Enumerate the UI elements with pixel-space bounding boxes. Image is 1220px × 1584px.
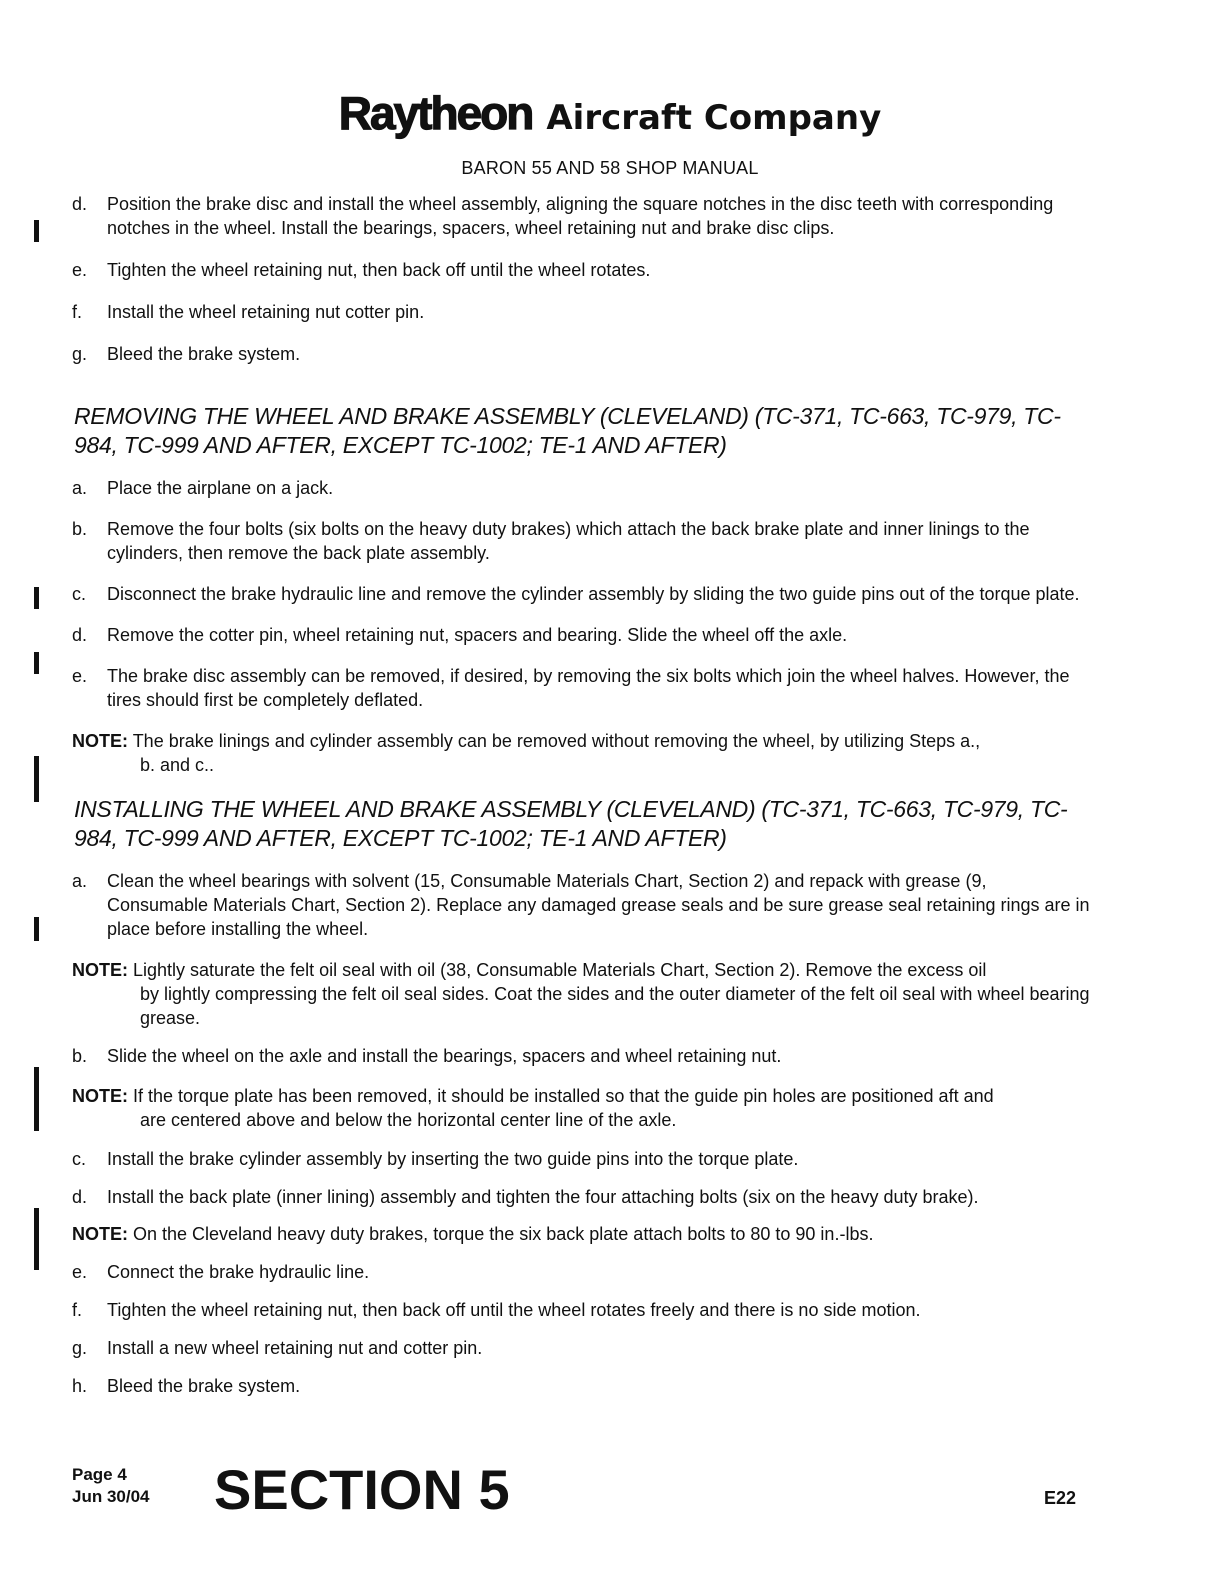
page-footer [0,1458,1220,1522]
note-block [0,1084,1090,1132]
step-item [0,1374,1090,1398]
step-item [0,300,1090,324]
logo-brand: Raytheon [338,87,533,139]
step-letter: d. [72,1187,88,1207]
note-continuation: b. and c.. [140,755,215,775]
step-text: Connect the brake hydraulic line. [107,1262,370,1282]
step-text: Remove the four bolts (six bolts on the heavy duty brakes) which attach the back brake plate and inner linings to the cylinders, then remove the back plate assembly. [107,519,1030,563]
note-block [0,729,1090,777]
note-continuation: are centered above and below the horizontal center line of the axle. [140,1110,677,1130]
step-text: Install a new wheel retaining nut and cotter pin. [107,1338,483,1358]
logo-company: Aircraft Company [546,98,882,138]
step-item [0,1044,1090,1068]
step-letter: a. [72,478,88,498]
step-letter: e. [72,1262,88,1282]
manual-content [0,192,1220,1398]
step-text: Install the back plate (inner lining) assembly and tighten the four attaching bolts (six on the heavy duty brake). [107,1187,979,1207]
document-code: E22 [1044,1488,1077,1508]
step-item [0,1185,1090,1209]
section-title: SECTION 5 [214,1458,510,1521]
step-letter: c. [72,1149,87,1169]
step-text: Disconnect the brake hydraulic line and remove the cylinder assembly by sliding the two guide pins out of the torque plate. [107,584,1080,604]
note-text: If the torque plate has been removed, it should be installed so that the guide pin holes are positioned aft and [133,1086,994,1106]
note-first-line [72,1084,1090,1108]
step-item [0,869,1090,941]
page-header [0,88,1220,179]
step-item [0,476,1090,500]
note-label: NOTE: [72,1086,128,1106]
note-first-line [72,958,1090,982]
step-letter: b. [72,519,88,539]
step-item [0,1298,1090,1322]
step-letter: c. [72,584,87,604]
step-item [0,192,1090,240]
step-letter: f. [72,1300,83,1320]
step-item [0,258,1090,282]
step-letter: e. [72,666,88,686]
manual-title: BARON 55 AND 58 SHOP MANUAL [461,158,759,178]
step-item [0,664,1090,712]
page-info [72,1464,150,1508]
page-number: Page 4 [72,1465,127,1484]
note-label: NOTE: [72,960,128,980]
note-block [0,1222,1090,1246]
step-letter: d. [72,194,88,214]
step-item [0,517,1090,565]
step-text: Bleed the brake system. [107,1376,301,1396]
step-text: Position the brake disc and install the wheel assembly, aligning the square notches in the disc teeth with corresponding notches in the wheel. Install the bearings, spacers, wheel retaining nut and brake disc clips. [107,194,1054,238]
step-letter: a. [72,871,88,891]
step-text: Slide the wheel on the axle and install the bearings, spacers and wheel retaining nut. [107,1046,782,1066]
step-letter: b. [72,1046,88,1066]
step-text: The brake disc assembly can be removed, if desired, by removing the six bolts which join the wheel halves. However, the tires should first be completely deflated. [107,666,1070,710]
step-text: Tighten the wheel retaining nut, then back off until the wheel rotates. [107,260,651,280]
step-item [0,1336,1090,1360]
step-text: Remove the cotter pin, wheel retaining nut, spacers and bearing. Slide the wheel off the axle. [107,625,848,645]
section-heading-installing: INSTALLING THE WHEEL AND BRAKE ASSEMBLY (CLEVELAND) (TC-371, TC-663, TC-979, TC-984, TC-999 AND AFTER, EXCEPT TC-1002; TE-1 AND AFTER) [74,796,1068,851]
section-heading-removing: REMOVING THE WHEEL AND BRAKE ASSEMBLY (CLEVELAND) (TC-371, TC-663, TC-979, TC-984, TC-999 AND AFTER, EXCEPT TC-1002; TE-1 AND AFTER) [74,403,1061,458]
step-letter: g. [72,1338,88,1358]
step-text: Clean the wheel bearings with solvent (15, Consumable Materials Chart, Section 2) and repack with grease (9, Consumable Materials Chart, Section 2). Replace any damaged grease seals and be sure grease seal retaining rings are in place before installing the wheel. [107,871,1090,939]
step-item [0,582,1090,606]
note-label: NOTE: [72,731,128,751]
revision-date: Jun 30/04 [72,1487,150,1506]
note-first-line [72,729,1090,753]
note-block [0,958,1090,1030]
note-text: Lightly saturate the felt oil seal with oil (38, Consumable Materials Chart, Section 2). Remove the excess oil [133,960,987,980]
step-letter: g. [72,344,88,364]
note-label: NOTE: [72,1224,128,1244]
step-letter: f. [72,302,83,322]
step-text: Tighten the wheel retaining nut, then back off until the wheel rotates freely and there is no side motion. [107,1300,921,1320]
note-text: On the Cleveland heavy duty brakes, torque the six back plate attach bolts to 80 to 90 in.-lbs. [133,1224,874,1244]
step-letter: e. [72,260,88,280]
step-letter: h. [72,1376,88,1396]
note-continuation: by lightly compressing the felt oil seal sides. Coat the sides and the outer diameter of the felt oil seal with wheel bearing grease. [140,984,1090,1028]
step-text: Install the brake cylinder assembly by inserting the two guide pins into the torque plate. [107,1149,799,1169]
step-item [0,342,1090,366]
step-text: Install the wheel retaining nut cotter pin. [107,302,425,322]
note-text: The brake linings and cylinder assembly can be removed without removing the wheel, by utilizing Steps a., [132,731,981,751]
company-logo [0,88,1220,150]
step-text: Bleed the brake system. [107,344,301,364]
note-first-line [72,1222,1090,1246]
step-item [0,623,1090,647]
step-item [0,1147,1090,1171]
step-item [0,1260,1090,1284]
step-text: Place the airplane on a jack. [107,478,334,498]
step-letter: d. [72,625,88,645]
